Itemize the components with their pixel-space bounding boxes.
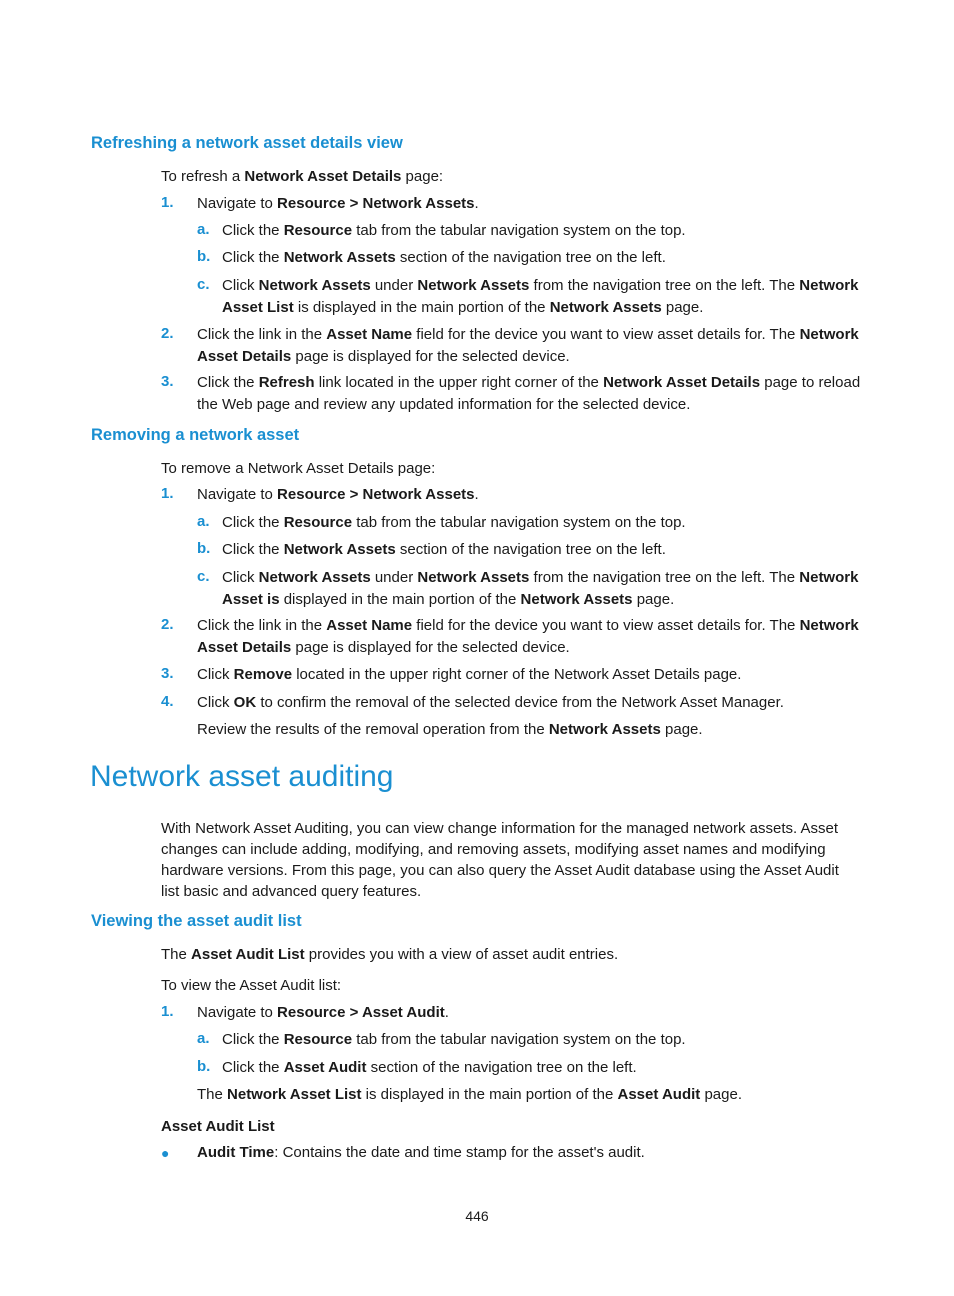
step-text: Navigate to Resource > Asset Audit. xyxy=(197,1004,449,1021)
step-text-line1: Click the Refresh link located in the upper right corner of the Network Asset Details page to reload xyxy=(197,374,861,391)
bold-term: Asset Audit xyxy=(283,1059,367,1076)
step-number: 2. xyxy=(161,325,174,342)
substep-text: Click the Network Assets section of the navigation tree on the left. xyxy=(222,249,666,266)
bold-term: Resource xyxy=(283,514,353,531)
bold-term: Resource > Network Assets xyxy=(277,486,475,503)
bold-term: Resource xyxy=(283,1031,353,1048)
substep-letter: a. xyxy=(197,221,210,238)
step-text-line2: Asset Details page is displayed for the selected device. xyxy=(197,348,570,365)
bold-term: Network Asset Details xyxy=(603,374,761,391)
intro-view: To view the Asset Audit list: xyxy=(161,977,342,994)
bold-term: Network Assets xyxy=(417,277,530,294)
section-heading-refreshing: Refreshing a network asset details view xyxy=(91,134,403,152)
substep-letter: c. xyxy=(197,568,210,585)
section-heading-viewing: Viewing the asset audit list xyxy=(91,912,302,930)
bold-term: Asset is xyxy=(222,591,280,608)
bold-term: Network Asset Details xyxy=(244,168,402,185)
substep-text: Click the Resource tab from the tabular navigation system on the top. xyxy=(222,222,686,239)
substep-text-line2: Asset List is displayed in the main portion of the Network Assets page. xyxy=(222,299,704,316)
page-title: Network asset auditing xyxy=(90,760,394,793)
step-number: 3. xyxy=(161,665,174,682)
substep-text: Click the Resource tab from the tabular navigation system on the top. xyxy=(222,1031,686,1048)
list-title: Asset Audit List xyxy=(161,1118,275,1135)
bold-term: Network Assets xyxy=(520,591,633,608)
bold-term: Asset Audit List xyxy=(191,946,305,963)
bold-term: Asset List xyxy=(222,299,294,316)
bold-term: OK xyxy=(233,694,257,711)
bullet-item: Audit Time: Contains the date and time stamp for the asset's audit. xyxy=(197,1144,645,1161)
bold-term: Network Assets xyxy=(548,721,661,738)
paragraph-line: changes can include adding, modifying, and removing assets, modifying asset names and modifying xyxy=(161,841,826,858)
bold-term: Network xyxy=(799,569,859,586)
substep-text: Click the Resource tab from the tabular navigation system on the top. xyxy=(222,514,686,531)
step-number: 1. xyxy=(161,1003,174,1020)
paragraph-line: list basic and advanced query features. xyxy=(161,883,422,900)
bullet-icon: ● xyxy=(161,1145,170,1161)
bold-term: Asset Details xyxy=(197,639,292,656)
paragraph-line: With Network Asset Auditing, you can view change information for the managed network assets. Asset xyxy=(161,820,839,837)
bold-term: Resource > Asset Audit xyxy=(277,1004,445,1021)
bold-term: Network Assets xyxy=(283,541,396,558)
bold-term: Audit Time xyxy=(197,1144,275,1161)
bold-term: Asset Name xyxy=(326,617,413,634)
bold-term: Refresh xyxy=(258,374,315,391)
page-number: 446 xyxy=(465,1208,489,1224)
substep-text-line1: Click Network Assets under Network Assets from the navigation tree on the left. The Network xyxy=(222,569,859,586)
substep-letter: b. xyxy=(197,1058,211,1075)
intro-audit-list: The Asset Audit List provides you with a view of asset audit entries. xyxy=(161,946,619,963)
bold-term: Network xyxy=(799,277,859,294)
step-text-line2: Asset Details page is displayed for the selected device. xyxy=(197,639,570,656)
substep-letter: b. xyxy=(197,248,211,265)
paragraph-line: hardware versions. From this page, you can also query the Asset Audit database using the Asset Audit xyxy=(161,862,839,879)
substep-letter: b. xyxy=(197,540,211,557)
step-text: Click OK to confirm the removal of the selected device from the Network Asset Manager. xyxy=(197,694,784,711)
substep-text-line2: Asset is displayed in the main portion of the Network Assets page. xyxy=(222,591,675,608)
step-text: Navigate to Resource > Network Assets. xyxy=(197,195,479,212)
step-number: 4. xyxy=(161,693,174,710)
step-text-line1: Click the link in the Asset Name field for the device you want to view asset details for. The Network xyxy=(197,617,859,634)
step-text-line2: the Web page and review any updated information for the selected device. xyxy=(197,396,691,413)
substep-text-line1: Click Network Assets under Network Assets from the navigation tree on the left. The Network xyxy=(222,277,859,294)
bold-term: Network Asset List xyxy=(227,1086,362,1103)
substep-text: Click the Network Assets section of the navigation tree on the left. xyxy=(222,541,666,558)
bold-term: Resource xyxy=(283,222,353,239)
substep-letter: a. xyxy=(197,513,210,530)
bold-term: Remove xyxy=(233,666,293,683)
bold-term: Network Assets xyxy=(283,249,396,266)
step-number: 1. xyxy=(161,194,174,211)
review-text: Review the results of the removal operation from the Network Assets page. xyxy=(197,721,703,738)
substep-text: Click the Asset Audit section of the navigation tree on the left. xyxy=(222,1059,637,1076)
bold-term: Network Assets xyxy=(549,299,662,316)
result-text: The Network Asset List is displayed in the main portion of the Asset Audit page. xyxy=(197,1086,742,1103)
bold-term: Network Assets xyxy=(258,277,371,294)
bold-term: Network xyxy=(799,617,859,634)
bold-term: Asset Details xyxy=(197,348,292,365)
step-number: 3. xyxy=(161,373,174,390)
intro-remove: To remove a Network Asset Details page: xyxy=(161,460,436,477)
step-number: 1. xyxy=(161,485,174,502)
substep-letter: c. xyxy=(197,276,210,293)
bold-term: Network Assets xyxy=(258,569,371,586)
bold-term: Resource > Network Assets xyxy=(277,195,475,212)
bold-term: Network xyxy=(799,326,859,343)
step-text-line1: Click the link in the Asset Name field for the device you want to view asset details for. The Network xyxy=(197,326,859,343)
bold-term: Asset Audit xyxy=(617,1086,701,1103)
bold-term: Network Assets xyxy=(417,569,530,586)
step-text: Navigate to Resource > Network Assets. xyxy=(197,486,479,503)
bold-term: Asset Name xyxy=(326,326,413,343)
section-heading-removing: Removing a network asset xyxy=(91,426,300,444)
intro-refresh: To refresh a Network Asset Details page: xyxy=(161,168,444,185)
step-text: Click Remove located in the upper right corner of the Network Asset Details page. xyxy=(197,666,742,683)
substep-letter: a. xyxy=(197,1030,210,1047)
step-number: 2. xyxy=(161,616,174,633)
